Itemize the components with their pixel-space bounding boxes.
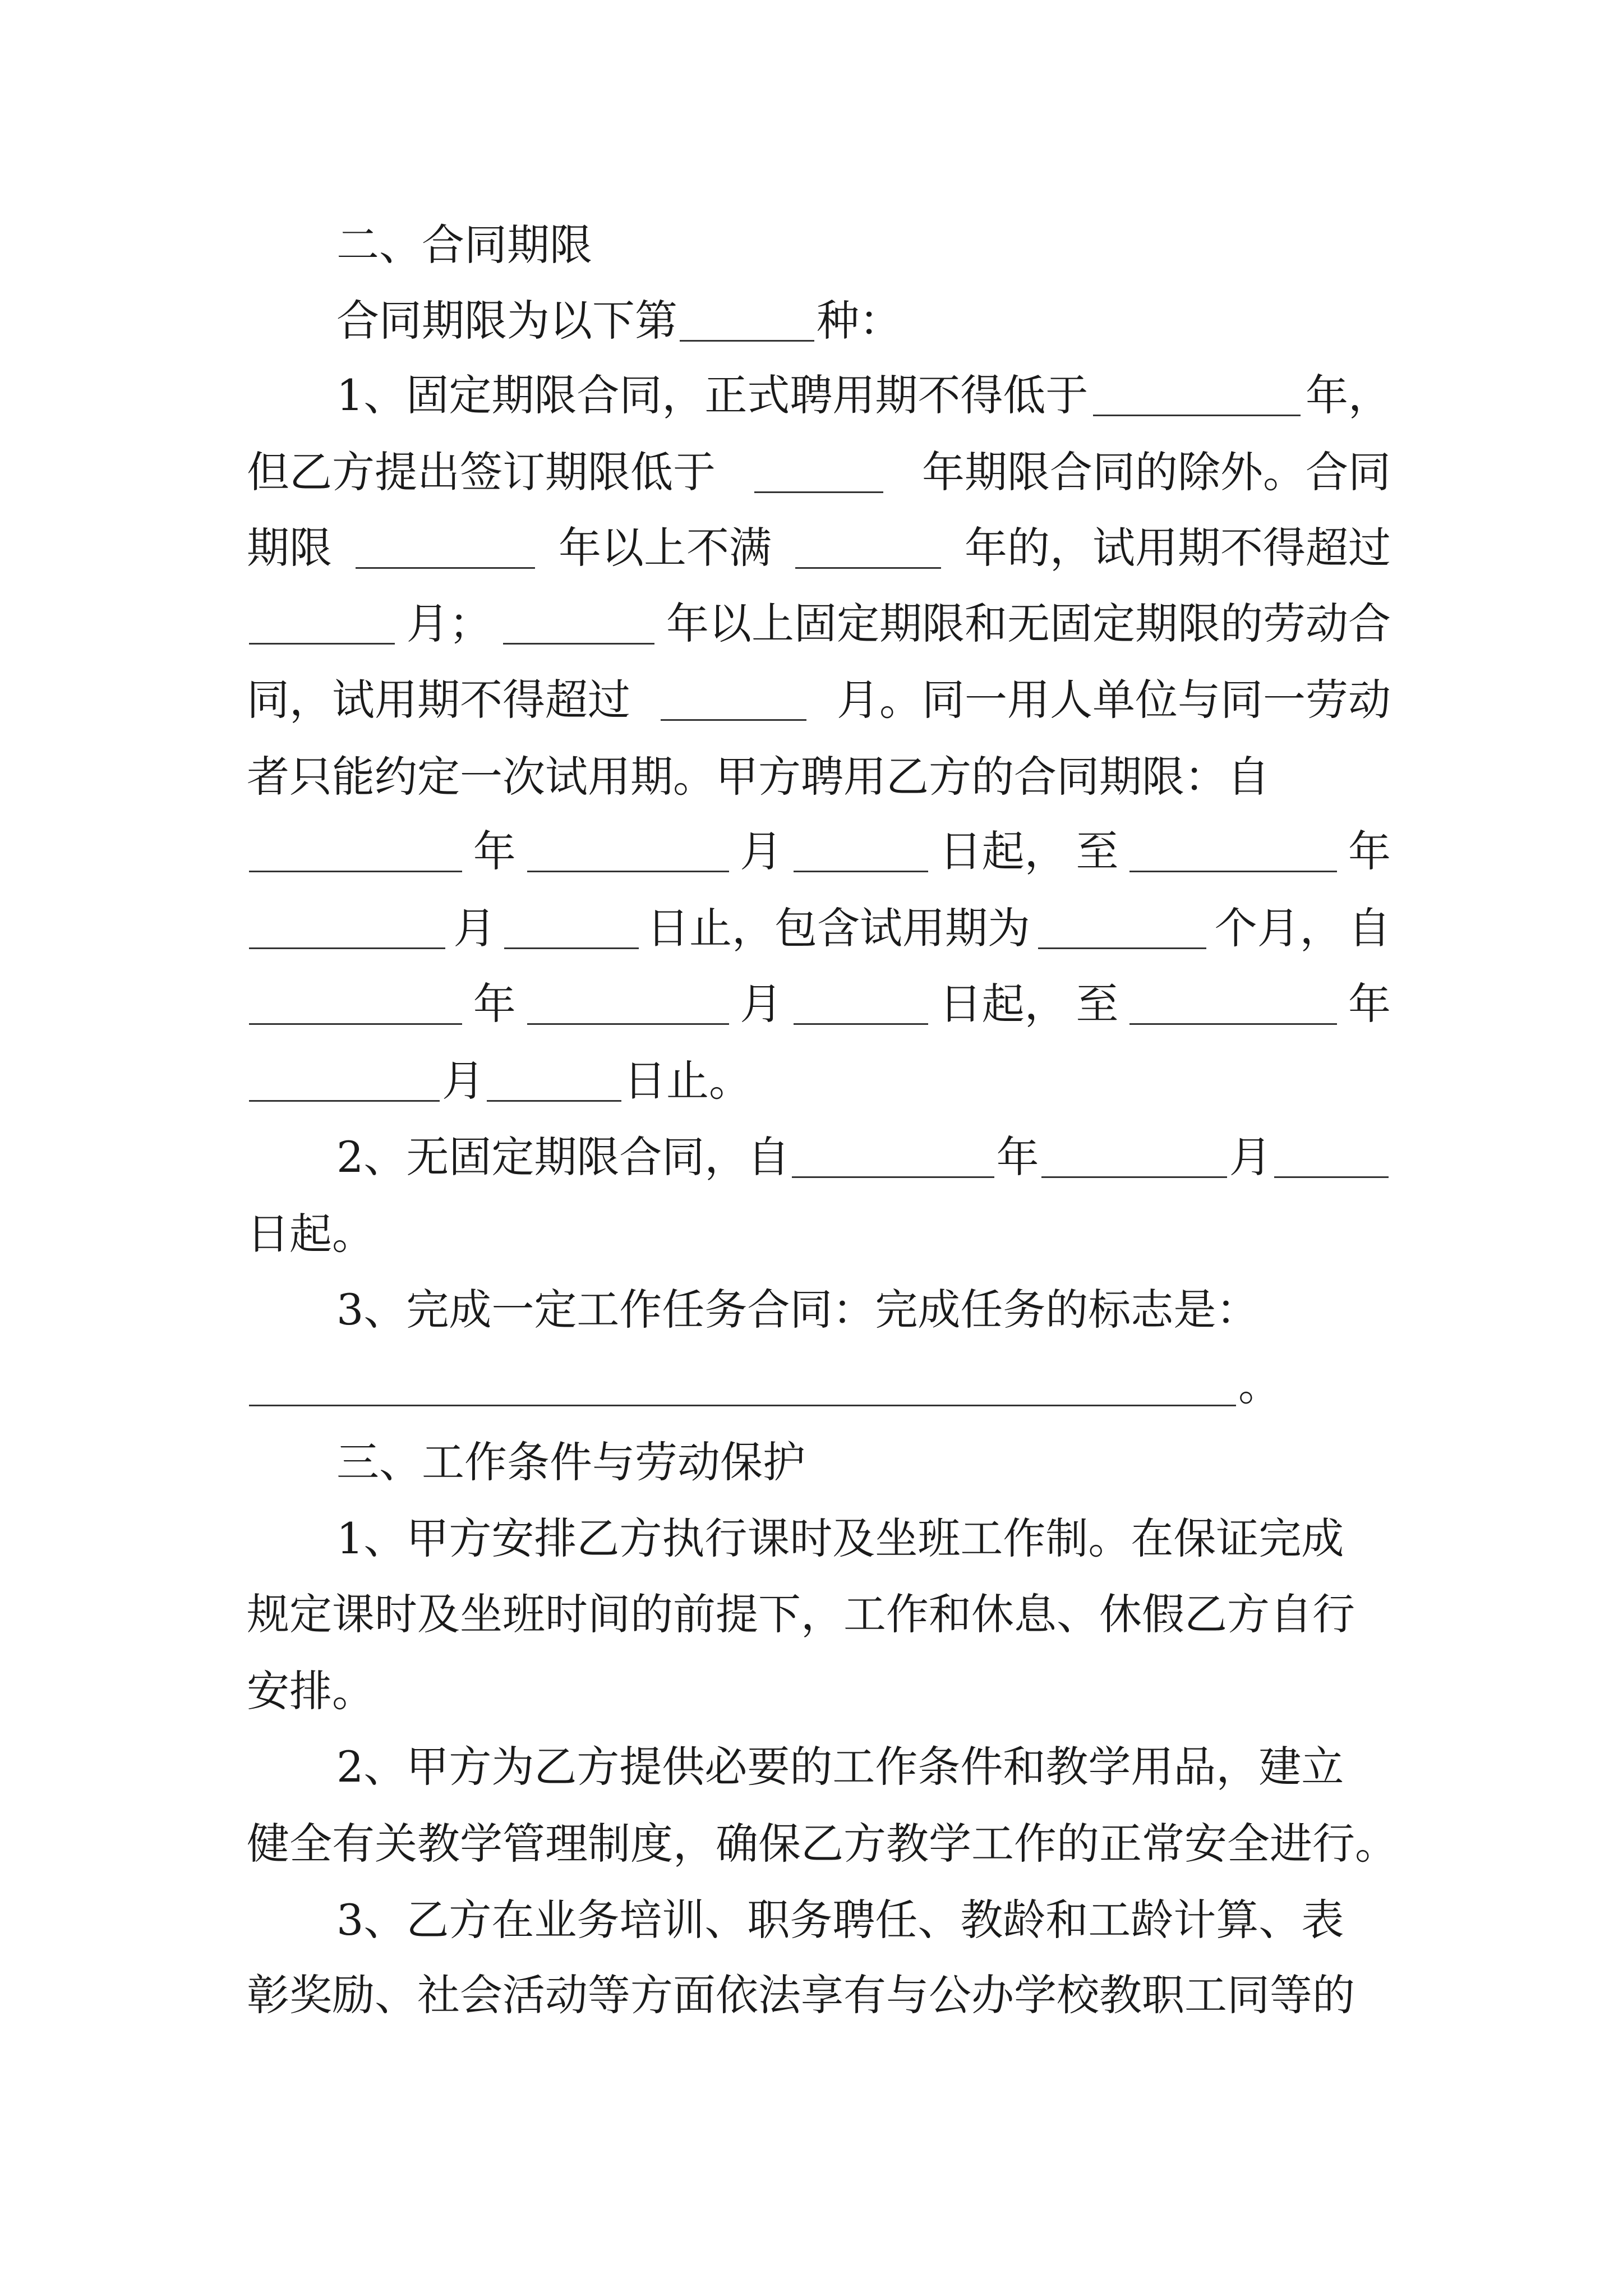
text: 月: [740, 826, 783, 876]
s3-item2-line1: [336, 1736, 1391, 1798]
text: 日起，: [939, 979, 1067, 1029]
item1-line2: [247, 441, 1391, 503]
text: 健全有关教学管理制度，确保乙方教学工作的正常安全进行。: [247, 1819, 1398, 1869]
text: 者只能约定一次试用期。甲方聘用乙方的合同期限：自: [247, 752, 1270, 802]
item1-line9: [247, 973, 1391, 1035]
text: 月: [453, 903, 496, 953]
text: 种：: [817, 296, 902, 346]
text: 月。同一用人单位与同一劳动: [837, 675, 1391, 725]
s3-item3-line2: [247, 1964, 1391, 2026]
item2-line1: [336, 1126, 1391, 1188]
blank-field[interactable]: [1129, 831, 1337, 872]
text: 合同期限为以下第: [336, 296, 677, 346]
item3-line1: [336, 1279, 1391, 1341]
blank-field[interactable]: [249, 908, 445, 949]
blank-field[interactable]: [795, 528, 941, 569]
text: 自: [1348, 903, 1391, 953]
text: 但乙方提出签订期限低于: [247, 447, 716, 497]
text: 3、完成一定工作任务合同：完成任务的标志是：: [336, 1285, 1259, 1335]
section-3-heading: [336, 1432, 1391, 1493]
text: 月: [442, 1056, 485, 1106]
text: 日起，: [939, 826, 1067, 876]
blank-field[interactable]: [792, 1137, 994, 1178]
blank-field[interactable]: [504, 908, 639, 949]
text: 月: [1229, 1132, 1272, 1182]
blank-field[interactable]: [527, 984, 729, 1025]
text: 年以上固定期限和无固定期限的劳动合: [666, 599, 1391, 648]
blank-field[interactable]: [249, 604, 395, 645]
s3-item3-line1: [336, 1889, 1391, 1951]
blank-field[interactable]: [661, 680, 806, 721]
contract-type-line: [336, 290, 1391, 352]
text: 日止。: [624, 1056, 751, 1106]
blank-field[interactable]: [680, 301, 814, 342]
section-2-heading: [336, 214, 1391, 276]
blank-field[interactable]: [249, 1061, 440, 1102]
item1-line8: [247, 898, 1391, 959]
text: 至: [1076, 826, 1119, 876]
blank-field[interactable]: [1041, 1137, 1227, 1178]
text: 年: [996, 1132, 1039, 1182]
blank-field[interactable]: [794, 831, 928, 872]
item1-line5: [247, 669, 1391, 731]
text: 2、无固定期限合同，自: [336, 1132, 790, 1182]
section-3-heading-text: 三、工作条件与劳动保护: [336, 1437, 805, 1487]
text: 年以上不满: [559, 523, 772, 573]
text: 3、乙方在业务培训、职务聘任、教龄和工龄计算、表: [336, 1895, 1344, 1945]
item2-line2: [247, 1203, 1391, 1265]
blank-field[interactable]: [249, 831, 462, 872]
text: 。: [1238, 1360, 1281, 1410]
text: 月；: [406, 599, 492, 648]
item1-line10: [247, 1050, 1391, 1112]
blank-field[interactable]: [356, 528, 535, 569]
text: 年，: [1305, 370, 1391, 420]
text: 2、甲方为乙方提供必要的工作条件和教学用品，建立: [336, 1742, 1344, 1792]
blank-field[interactable]: [487, 1061, 621, 1102]
blank-field[interactable]: [1038, 908, 1206, 949]
blank-field[interactable]: [503, 604, 654, 645]
item1-line3: [247, 517, 1391, 579]
item3-line2: [247, 1355, 1391, 1416]
text: 月: [740, 979, 783, 1029]
item1-line7: [247, 821, 1391, 882]
blank-field[interactable]: [1129, 984, 1337, 1025]
item1-line4: [247, 593, 1391, 655]
s3-item1-line1: [336, 1508, 1391, 1570]
blank-field[interactable]: [249, 1365, 1236, 1406]
text: 1、固定期限合同，正式聘用期不得低于: [336, 370, 1089, 420]
text: 安排。: [247, 1666, 375, 1716]
text: 规定课时及坐班时间的前提下，工作和休息、休假乙方自行: [247, 1589, 1355, 1639]
blank-field[interactable]: [249, 984, 462, 1025]
blank-field[interactable]: [754, 452, 883, 493]
text: 至: [1076, 979, 1119, 1029]
text: 日起。: [247, 1209, 375, 1259]
blank-field[interactable]: [1274, 1137, 1389, 1178]
text: 期限: [247, 523, 332, 573]
text: 1、甲方安排乙方执行课时及坐班工作制。在保证完成: [336, 1513, 1344, 1563]
s3-item1-line2: [247, 1584, 1391, 1645]
item1-line1: [336, 365, 1391, 426]
text: 年: [473, 979, 516, 1029]
s3-item2-line2: [247, 1813, 1398, 1875]
text: 年: [473, 826, 516, 876]
text: 个月，: [1214, 903, 1343, 953]
blank-field[interactable]: [794, 984, 928, 1025]
text: 同，试用期不得超过: [247, 675, 630, 725]
s3-item1-line3: [247, 1660, 1391, 1722]
text: 年的，试用期不得超过: [965, 523, 1391, 573]
text: 年: [1348, 826, 1391, 876]
text: 年: [1348, 979, 1391, 1029]
text: 年期限合同的除外。合同: [922, 447, 1391, 497]
text: 日止，包含试用期为: [646, 903, 1030, 953]
blank-field[interactable]: [1093, 375, 1301, 416]
text: 彰奖励、社会活动等方面依法享有与公办学校教职工同等的: [247, 1970, 1355, 2020]
item1-line6: [247, 746, 1391, 808]
blank-field[interactable]: [527, 831, 729, 872]
section-2-heading-text: 二、合同期限: [336, 220, 592, 270]
